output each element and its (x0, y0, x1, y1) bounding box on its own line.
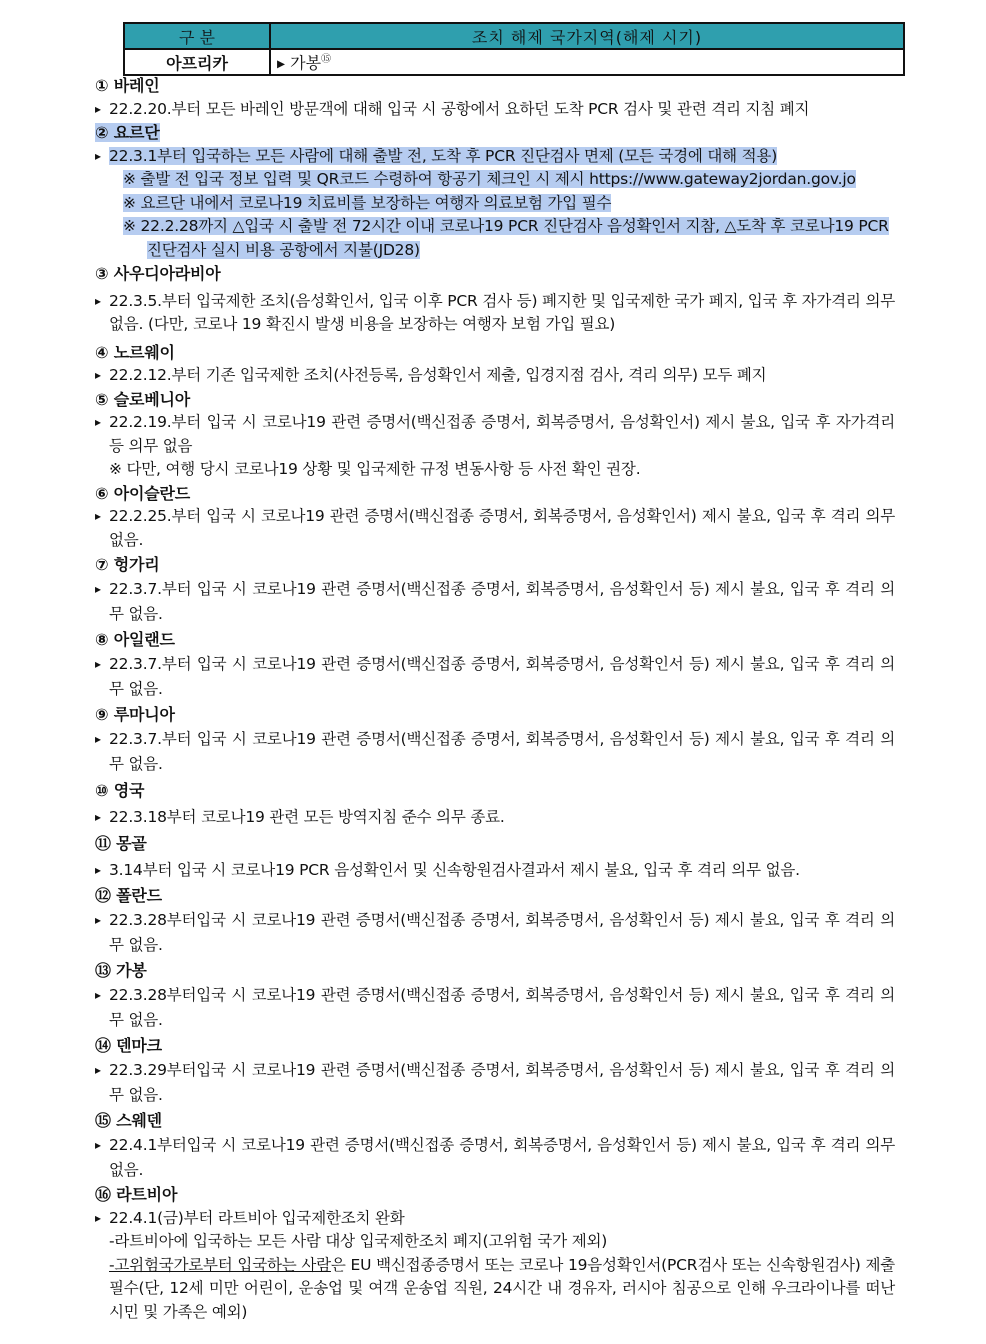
section-title: ③ 사우디아라비아 (95, 264, 221, 283)
bullet-text: ▸ 3.14부터 입국 시 코로나19 PCR 음성확인서 및 신속항원검사결과서 제시 불요, 입국 후 격리 의무 없음. (95, 857, 895, 883)
section-slovenia (95, 388, 895, 482)
bullet-text: ▸ 22.2.20.부터 모든 바레인 방문객에 대해 입국 시 공항에서 요하던 도착 PCR 검사 및 관련 격리 지침 폐지 (95, 98, 895, 122)
section-title: ⑪ 몽골 (95, 834, 147, 853)
section-latvia (95, 1183, 895, 1324)
section-title: ⑦ 헝가리 (95, 555, 160, 574)
bullet-text: ▸ 22.3.7.부터 입국 시 코로나19 관련 증명서(백신접종 증명서, 회복증명서, 음성확인서 등) 제시 불요, 입국 후 격리 의무 없음. (95, 727, 895, 777)
section-saudi (95, 262, 895, 337)
section-ireland (95, 627, 895, 702)
section-title: ⑬ 가봉 (95, 961, 147, 980)
section-uk (95, 777, 895, 831)
bullet-text: ▸ 22.2.19.부터 입국 시 코로나19 관련 증명서(백신접종 증명서, 회복증명서, 음성확인서) 제시 불요, 입국 후 자가격리 등 의무 없음 (95, 411, 895, 458)
section-title: ② 요르단 (95, 123, 160, 142)
table-header-row (124, 23, 904, 49)
section-sweden (95, 1108, 895, 1183)
section-title: ⑨ 루마니아 (95, 705, 175, 724)
country-gabon: 가봉 (290, 53, 322, 73)
bullet-text: ▸ 22.3.7.부터 입국 시 코로나19 관련 증명서(백신접종 증명서, 회복증명서, 음성확인서 등) 제시 불요, 입국 후 격리 의무 없음. (95, 577, 895, 627)
bullet-text: ▸ 22.3.28부터입국 시 코로나19 관련 증명서(백신접종 증명서, 회복증명서, 음성확인서 등) 제시 불요, 입국 후 격리 의무 없음. (95, 908, 895, 958)
bullet-text: ▸ 22.3.7.부터 입국 시 코로나19 관련 증명서(백신접종 증명서, 회복증명서, 음성확인서 등) 제시 불요, 입국 후 격리 의무 없음. (95, 652, 895, 702)
bullet-text: ▸ 22.3.5.부터 입국제한 조치(음성확인서, 입국 이후 PCR 검사 등) 폐지한 및 입국제한 국가 페지, 입국 후 자가격리 의무 없음. (다만, 코로나 19 확진시 발생 비용을 보장하는 여행자 보험 가입 필요) (95, 290, 895, 337)
section-hungary (95, 552, 895, 627)
bullet-text: ▸ 22.3.18부터 코로나19 관련 모든 방역지침 준수 의무 종료. (95, 804, 895, 831)
table-row (124, 49, 904, 75)
summary-table (123, 22, 905, 76)
section-iceland (95, 482, 895, 553)
note-insurance: ※ 요르단 내에서 코로나19 치료비를 보장하는 여행자 의료보험 가입 필수 (123, 193, 612, 212)
dash-item (95, 1254, 895, 1325)
countries-cell: ▸ 가봉⑮ (270, 49, 904, 75)
section-poland (95, 883, 895, 958)
bullet-text: ▸ 22.2.12.부터 기존 입국제한 조치(사전등록, 음성확인서 제출, 입경지점 검사, 격리 의무) 모두 폐지 (95, 364, 895, 388)
note-text: ※ 다만, 여행 당시 코로나19 상황 및 입국제한 규정 변동사항 등 사전 확인 권장. (109, 460, 641, 478)
section-title: ⑮ 스웨덴 (95, 1111, 162, 1130)
dash-rest: 은 EU 백신접종증명서 또는 코로나 19음성확인서(PCR검사 또는 신속항원검사) 제출 필수(단, 12세 미만 어린이, 운송업 및 여객 운송업 직원, 24시간 내 경유자, 러시아 침공으로 인해 우크라이나를 떠난 시민 및 가족은 예외) (109, 1255, 896, 1321)
notes-block (95, 168, 895, 262)
section-title: ⑭ 덴마크 (95, 1036, 162, 1055)
header-category: 구 분 (124, 23, 270, 49)
section-norway (95, 341, 895, 388)
bullet-text: ▸ 22.4.1부터입국 시 코로나19 관련 증명서(백신접종 증명서, 회복증명서, 음성확인서 등) 제시 불요, 입국 후 격리 의무 없음. (95, 1133, 895, 1183)
dash-underlined: -고위험국가로부터 입국하는 사람 (109, 1255, 331, 1274)
section-jordan (95, 121, 895, 262)
bullet-text: ▸ 22.3.29부터입국 시 코로나19 관련 증명서(백신접종 증명서, 회복증명서, 음성확인서 등) 제시 불요, 입국 후 격리 의무 없음. (95, 1058, 895, 1108)
bullet-text: ▸ 22.2.25.부터 입국 시 코로나19 관련 증명서(백신접종 증명서, 회복증명서, 음성확인서) 제시 불요, 입국 후 격리 의무 없음. (95, 505, 895, 552)
section-mongolia (95, 831, 895, 883)
section-title: ⑤ 슬로베니아 (95, 389, 190, 409)
section-title: ⑥ 아이슬란드 (95, 483, 190, 503)
note-qr: ※ 출발 전 입국 정보 입력 및 QR코드 수령하여 항공기 체크인 시 제시 https://www.gateway2jordan.gov.jo (123, 170, 856, 188)
section-title: ④ 노르웨이 (95, 342, 175, 362)
header-countries: 조치 해제 국가지역(해제 시기) (270, 23, 904, 49)
section-denmark (95, 1033, 895, 1108)
bullet-text: ▸ 22.4.1(금)부터 라트비아 입국제한조치 완화 (95, 1207, 895, 1231)
footnote-ref: ⑮ (321, 54, 332, 66)
dash-item: -라트비아에 입국하는 모든 사람 대상 입국제한조치 폐지(고위험 국가 제외) (109, 1232, 608, 1250)
section-bahrain (95, 74, 895, 121)
note-pcr: ※ 22.2.28까지 △입국 시 출발 전 72시간 이내 코로나19 PCR 진단검사 음성확인서 지참, △도착 후 코로나19 PCR 진단검사 실시 비용 공항에서 지불(JD28) (123, 217, 889, 259)
section-title: ⑫ 폴란드 (95, 886, 162, 905)
section-title: ⑧ 아일랜드 (95, 630, 175, 649)
country-list (95, 74, 895, 1324)
section-title: ⑯ 라트비아 (95, 1185, 178, 1204)
section-title: ① 바레인 (95, 76, 160, 95)
bullet-text: 22.3.1부터 입국하는 모든 사람에 대해 출발 전, 도착 후 PCR 진단검사 면제 (모든 국경에 대해 적용) (109, 146, 778, 165)
section-romania (95, 702, 895, 777)
section-title: ⑩ 영국 (95, 781, 145, 800)
bullet-text: ▸ 22.3.28부터입국 시 코로나19 관련 증명서(백신접종 증명서, 회복증명서, 음성확인서 등) 제시 불요, 입국 후 격리 의무 없음. (95, 983, 895, 1033)
section-gabon (95, 958, 895, 1033)
region-cell: 아프리카 (124, 49, 270, 75)
